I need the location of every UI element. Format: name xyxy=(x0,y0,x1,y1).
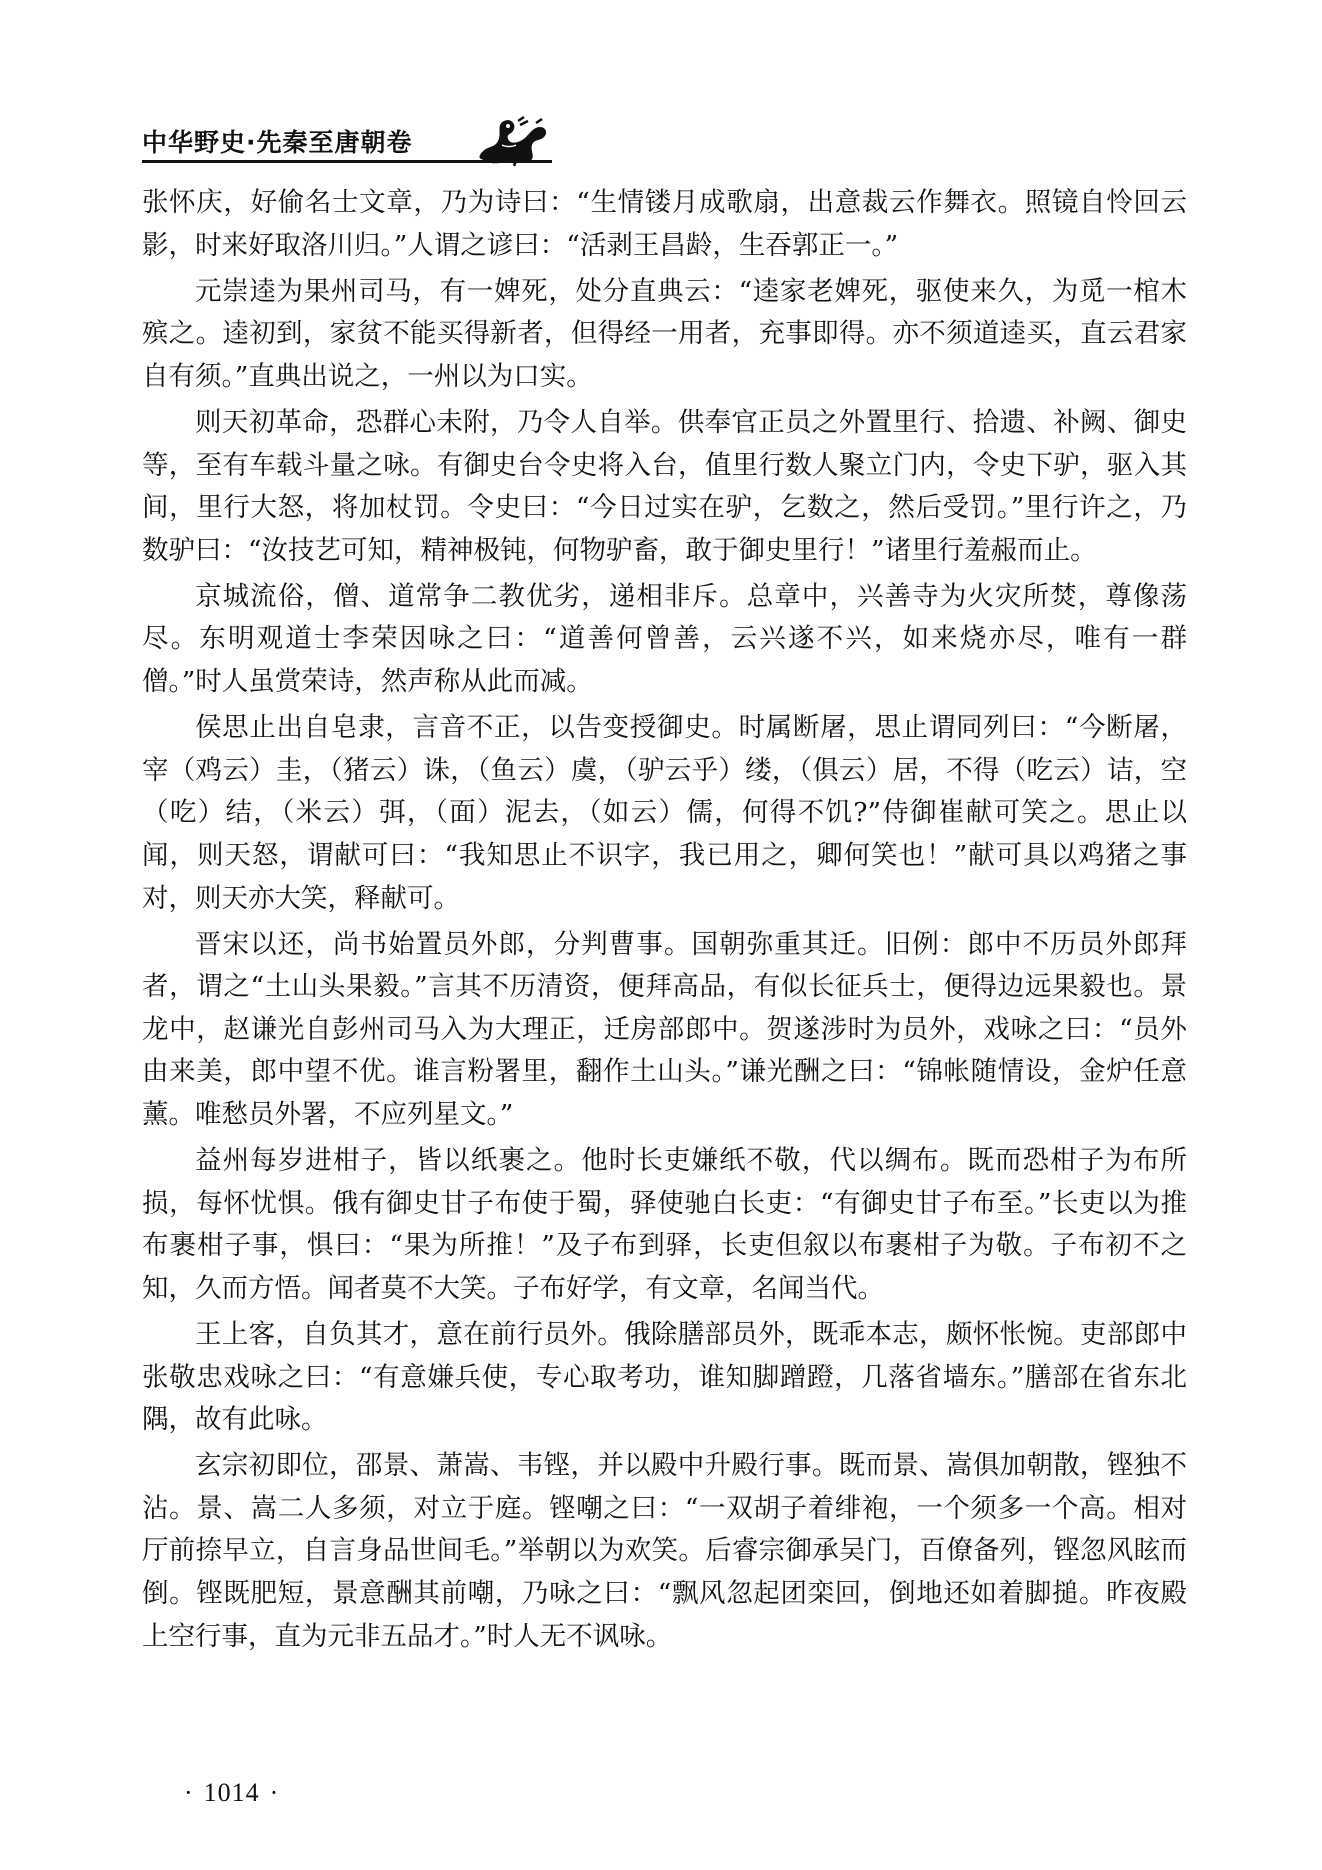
paragraph: 张怀庆，好偷名士文章，乃为诗曰：“生情镂月成歌扇，出意裁云作舞衣。照镜自怜回云影，时来好取洛川归。”人谓之谚曰：“活剥王昌龄，生吞郭正一。” xyxy=(142,187,1187,261)
page-number xyxy=(174,1778,289,1808)
page-number-dot-right: · xyxy=(269,1778,280,1807)
book-title: 中华野史·先秦至唐朝卷 xyxy=(142,128,413,157)
paragraph: 益州每岁进柑子，皆以纸裹之。他时长吏嫌纸不敬，代以绸布。既而恐柑子为布所损，每怀忧惧。俄有御史甘子布使于蜀，驿使驰白长吏：“有御史甘子布至。”长吏以为推布裹柑子事，惧曰：“果为所推！”及子布到驿，长吏但叙以布裹柑子为敬。子布初不之知，久而方悟。闻者莫不大笑。子布好学，有文章，名闻当代。 xyxy=(142,1145,1187,1304)
paragraph: 则天初革命，恐群心未附，乃令人自举。供奉官正员之外置里行、拾遗、补阙、御史等，至有车载斗量之咏。有御史台令史将入台，值里行数人聚立门内，令史下驴，驱入其间，里行大怒，将加杖罚。令史曰：“今日过实在驴，乞数之，然后受罚。”里行许之，乃数驴曰：“汝技艺可知，精神极钝，何物驴畜，敢于御史里行！”诸里行羞赧而止。 xyxy=(142,406,1187,566)
paragraph: 侯思止出自皂隶，言音不正，以告变授御史。时属断屠，思止谓同列曰：“今断屠，宰（鸡云）圭，（猪云）诛，（鱼云）虞，（驴云乎）缕，（俱云）居，不得（吃云）诘，空（吃）结，（米云）弭，（面）泥去，（如云）儒，何得不饥?”侍御崔献可笑之。思止以闻，则天怒，谓献可曰：“我知思止不识字，我已用之，卿何笑也！”献可具以鸡猪之事对，则天亦大笑，释献可。 xyxy=(142,712,1187,914)
paragraph: 王上客，自负其才，意在前行员外。俄除膳部员外，既乖本志，颇怀怅惋。吏部郎中张敬忠戏咏之曰：“有意嫌兵使，专心取考功，谁知脚蹭蹬，几落省墙东。”膳部在省东北隅，故有此咏。 xyxy=(142,1318,1187,1436)
page-number-dot-left: · xyxy=(184,1778,194,1807)
page-number-value: 1014 xyxy=(203,1778,260,1807)
paragraph: 元崇逵为果州司马，有一婢死，处分直典云：“逵家老婢死，驱使来久，为觅一棺木殡之。逵初到，家贫不能买得新者，但得经一用者，充事即得。亦不须道逵买，直云君家自有须。”直典出说之，一州以为口实。 xyxy=(142,275,1187,392)
header-rule xyxy=(142,160,552,163)
paragraph: 晋宋以还，尚书始置员外郎，分判曹事。国朝弥重其迁。旧例：郎中不历员外郎拜者，谓之“土山头果毅。”言其不历清资，便拜高品，有似长征兵士，便得边远果毅也。景龙中，赵谦光自彭州司马入为大理正，迁房部郎中。贺遂涉时为员外，戏咏之曰：“员外由来美，郎中望不优。谁言粉署里，翻作土山头。”谦光酬之曰：“锦帐随情设，金炉任意薰。唯愁员外署，不应列星文。” xyxy=(142,928,1187,1130)
paragraph: 京城流俗，僧、道常争二教优劣，递相非斥。总章中，兴善寺为火灾所焚，尊像荡尽。东明观道士李荣因咏之曰：“道善何曾善，云兴遂不兴，如来烧亦尽，唯有一群僧。”时人虽赏荣诗，然声称从此而减。 xyxy=(142,580,1187,698)
running-header xyxy=(142,115,562,175)
paragraph: 玄宗初即位，邵景、萧嵩、韦铿，并以殿中升殿行事。既而景、嵩俱加朝散，铿独不沾。景、嵩二人多须，对立于庭。铿嘲之曰：“一双胡子着绯袍，一个须多一个高。相对厅前捺早立，自言身品世间毛。”举朝以为欢笑。后睿宗御承吴门，百僚备列，铿忽风眩而倒。铿既肥短，景意酬其前嘲，乃咏之曰：“飘风忽起团栾回，倒地还如着脚搥。昨夜殿上空行事，直为元非五品才。”时人无不讽咏。 xyxy=(142,1450,1187,1652)
body-text xyxy=(142,182,1187,1662)
